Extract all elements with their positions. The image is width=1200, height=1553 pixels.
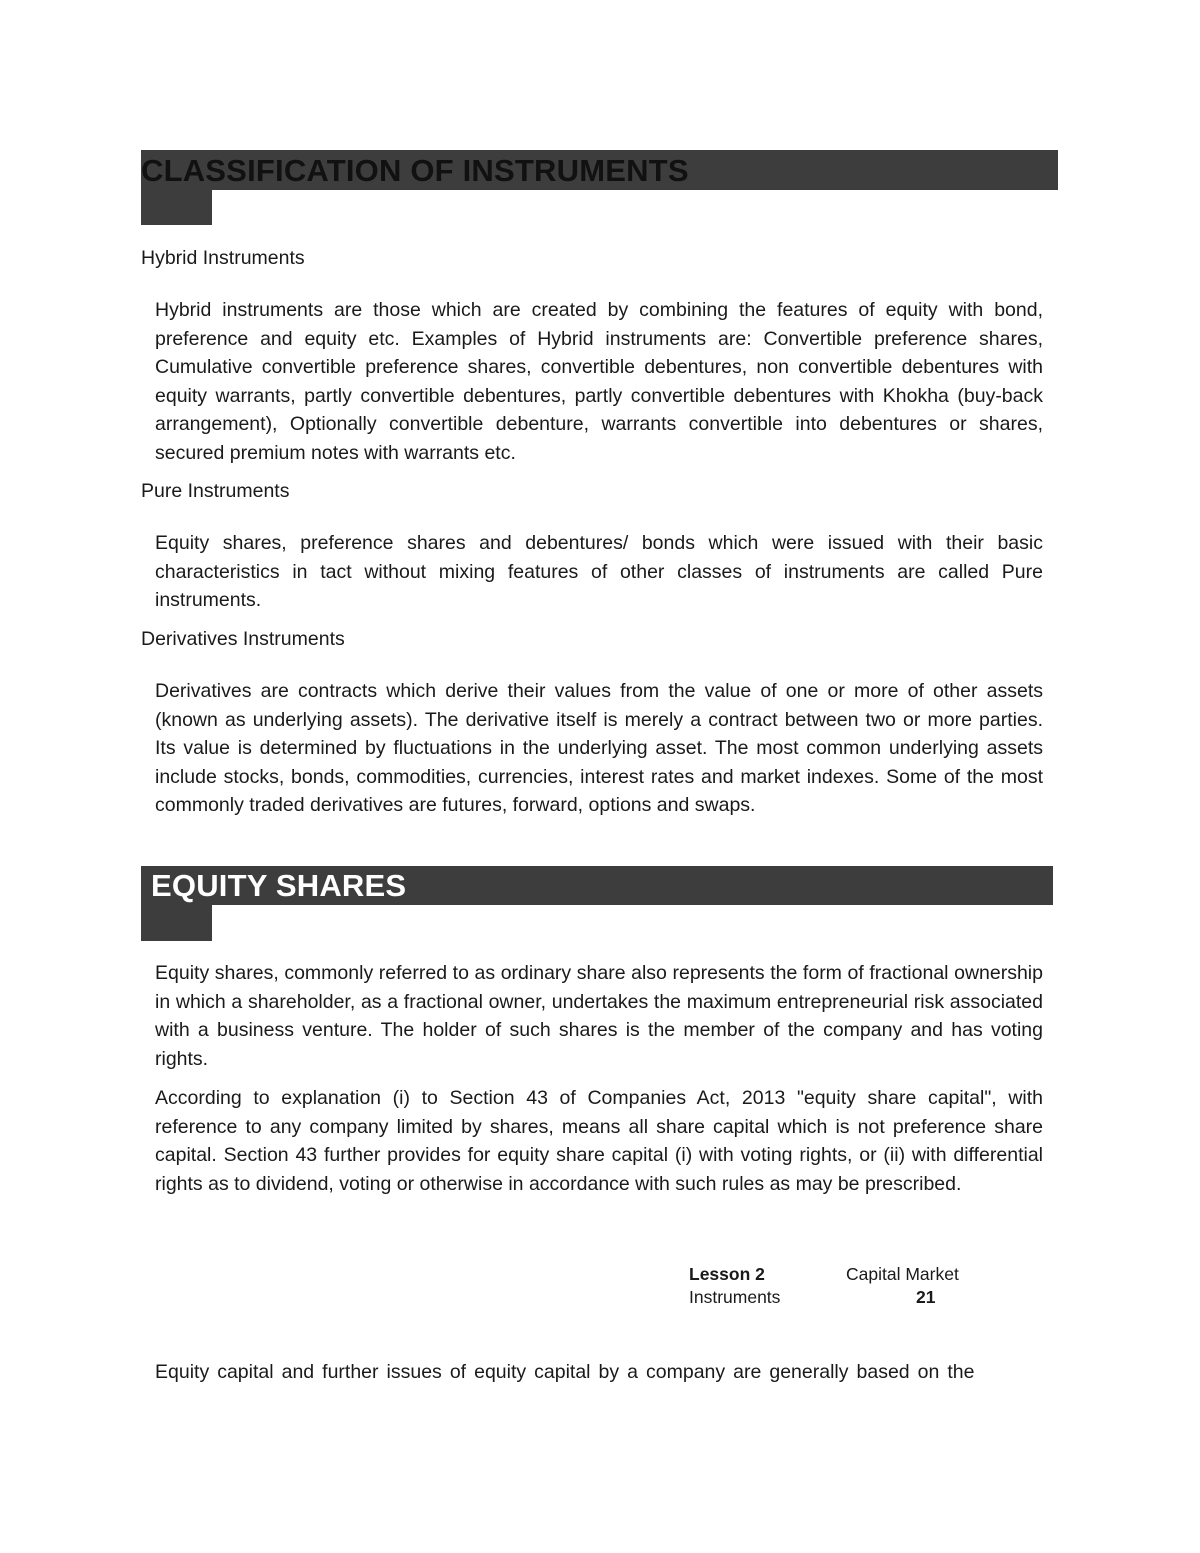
paragraph-equity-share-capital-section-43: According to explanation (i) to Section 43 of Companies Act, 2013 "equity share capital", with reference to any company limited by shares, means all share capital which is not preference share capital. Section 43 further provides for equity share capital (i) with voting rights, or (ii) with differential rights as to dividend, voting or otherwise in accordance with such rules as may be prescribed. (155, 1087, 1043, 1195)
paragraph-hybrid-instruments: Hybrid instruments are those which are created by combining the features of equity with bond, preference and equity etc. Examples of Hybrid instruments are: Convertible preference shares, Cumulative convertible preference shares, convertible debentures, non convertible debentures with equity warrants, partly convertible debentures, partly convertible debentures with Khokha (buy-back arrangement), Optionally convertible debenture, warrants convertible into debentures or shares, secured premium notes with warrants etc. (155, 299, 1043, 464)
footer-page-number: 21 (916, 1287, 936, 1307)
footer-subject-line2: Instruments (689, 1287, 781, 1307)
paragraph-equity-capital-issues: Equity capital and further issues of equity capital by a company are generally based on the (155, 1361, 975, 1383)
paragraph-pure-instruments: Equity shares, preference shares and debentures/ bonds which were issued with their basic characteristics in tact without mixing features of other classes of instruments are called Pure instruments. (155, 532, 1043, 611)
section-title-equity-shares: EQUITY SHARES (151, 868, 407, 903)
paragraph-equity-shares-definition: Equity shares, commonly referred to as ordinary share also represents the form of fractional ownership in which a shareholder, as a fractional owner, undertakes the maximum entrepreneurial risk associated with a business venture. The holder of such shares is the member of the company and has voting rights. (155, 962, 1043, 1070)
section-header-tab (141, 190, 212, 225)
footer-lesson-number: Lesson 2 (689, 1264, 765, 1284)
footer-subject-line1: Capital Market (846, 1264, 959, 1284)
section-title-classification: CLASSIFICATION OF INSTRUMENTS (141, 153, 689, 188)
paragraph-derivatives-instruments: Derivatives are contracts which derive their values from the value of one or more of other assets (known as underlying assets). The derivative itself is merely a contract between two or more parties. Its value is determined by fluctuations in the underlying asset. The most common underlying assets include stocks, bonds, commodities, currencies, interest rates and market indexes. Some of the most commonly traded derivatives are futures, forward, options and swaps. (155, 680, 1043, 816)
section-header-tab (141, 905, 212, 941)
subheading-derivatives-instruments: Derivatives Instruments (141, 628, 345, 650)
subheading-hybrid-instruments: Hybrid Instruments (141, 247, 305, 269)
subheading-pure-instruments: Pure Instruments (141, 480, 290, 502)
